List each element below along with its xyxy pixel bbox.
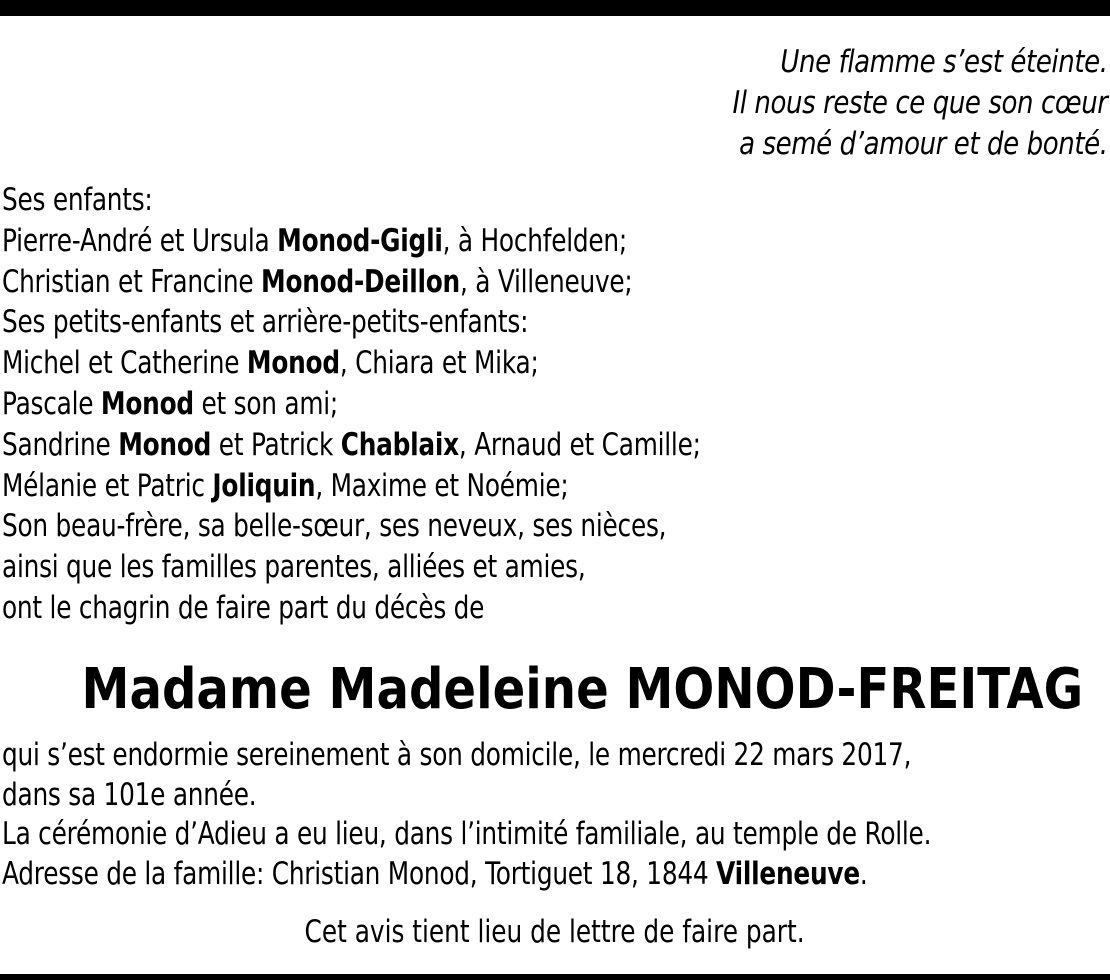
- text-segment: , à Villeneuve;: [459, 263, 633, 300]
- surname-bold: Joliquin: [212, 467, 316, 504]
- family-line: [2, 262, 701, 303]
- surname-bold: Monod: [118, 426, 212, 463]
- poem-line: Une flamme s’est éteinte.: [780, 44, 1108, 80]
- bottom-border-rule: [0, 974, 1110, 980]
- text-segment: ont le chagrin de faire part du décès de: [2, 589, 485, 626]
- surname-bold: Monod: [100, 385, 194, 422]
- text-segment: , Arnaud et Camille;: [458, 426, 701, 463]
- detail-line: [2, 776, 931, 816]
- family-line: [2, 221, 701, 262]
- text-segment: Pierre-André et Ursula: [2, 222, 278, 259]
- text-segment: La cérémonie d’Adieu a eu lieu, dans l’intimité familiale, au temple de Rolle.: [2, 816, 932, 852]
- closing-text: Cet avis tient lieu de lettre de faire part.: [304, 914, 806, 950]
- text-segment: et son ami;: [193, 385, 339, 422]
- surname-bold: Monod-Gigli: [277, 222, 443, 259]
- surname-bold: Chablaix: [340, 426, 459, 463]
- text-segment: Sandrine: [2, 426, 119, 463]
- family-line: [2, 588, 701, 629]
- family-line: [2, 384, 701, 425]
- text-segment: qui s’est endormie sereinement à son domicile, le mercredi 22 mars 2017,: [2, 737, 912, 773]
- family-list: [2, 180, 701, 629]
- deceased-name-heading: [0, 656, 1110, 724]
- poem-line: Il nous reste ce que son cœur: [732, 85, 1108, 121]
- poem-block: [733, 42, 1108, 165]
- text-segment: Pascale: [2, 385, 101, 422]
- family-line: [2, 506, 701, 547]
- text-segment: , Chiara et Mika;: [339, 345, 539, 382]
- family-line: [2, 180, 701, 221]
- text-segment: et Patrick: [211, 426, 341, 463]
- text-segment: Ses enfants:: [2, 182, 153, 218]
- top-border-rule: [0, 0, 1110, 16]
- detail-line: [2, 736, 931, 776]
- closing-note: [0, 912, 1110, 952]
- detail-line: [2, 815, 931, 855]
- text-segment: , Maxime et Noémie;: [315, 467, 569, 504]
- family-line: [2, 343, 701, 384]
- detail-line: [2, 855, 931, 895]
- text-segment: Christian et Francine: [2, 263, 261, 300]
- family-line: [2, 547, 701, 588]
- deceased-name: Madame Madeleine MONOD-FREITAG: [81, 657, 1084, 722]
- text-segment: Mélanie et Patric: [2, 467, 213, 504]
- family-line: [2, 302, 701, 343]
- announcement-details: [2, 736, 931, 894]
- surname-bold: Monod-Deillon: [261, 263, 460, 300]
- text-segment: ainsi que les familles parentes, alliées et amies,: [2, 549, 586, 586]
- text-segment: , à Hochfelden;: [442, 222, 627, 259]
- text-segment: dans sa 101e année.: [2, 776, 257, 813]
- surname-bold: Villeneuve: [716, 855, 860, 892]
- family-line: [2, 466, 701, 507]
- text-segment: Adresse de la famille: Christian Monod, Tortiguet 18, 1844: [2, 855, 717, 892]
- poem-line: a semé d’amour et de bonté.: [739, 126, 1108, 162]
- family-line: [2, 425, 701, 466]
- text-segment: Michel et Catherine: [2, 345, 247, 382]
- surname-bold: Monod: [246, 345, 340, 382]
- text-segment: Son beau-frère, sa belle-sœur, ses neveux, ses nièces,: [2, 508, 667, 545]
- text-segment: .: [859, 855, 868, 892]
- text-segment: Ses petits-enfants et arrière-petits-enfants:: [2, 304, 529, 341]
